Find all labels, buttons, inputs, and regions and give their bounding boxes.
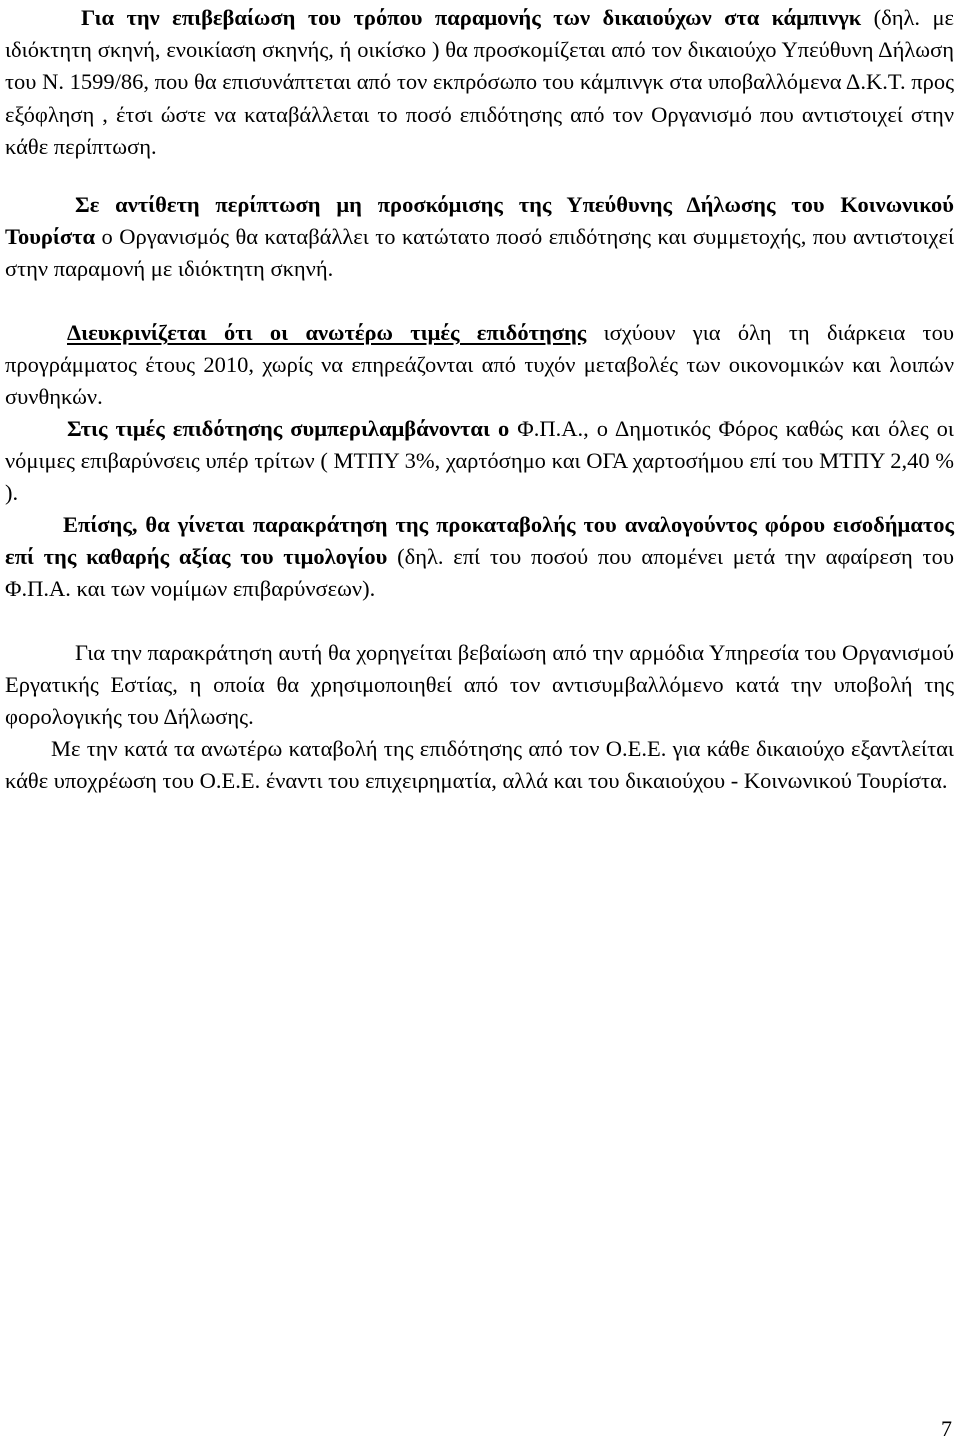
clarification-heading: Διευκρινίζεται ότι οι ανωτέρω τιμές επιδότησης <box>67 320 587 345</box>
included-taxes-text: Φ.Π.Α., ο Δημοτικός Φόρος καθώς και όλες οι νόμιμες επιβαρύνσεις υπέρ τρίτων ( ΜΤΠΥ 3%, χαρτόσημο και ΟΓΑ χαρτοσήμου επί του ΜΤΠΥ 2,40 % ). <box>5 416 954 506</box>
paragraph-camping-verification <box>5 2 954 163</box>
obligation-text: Με την κατά τα ανωτέρω καταβολή της επιδότησης από τον Ο.Ε.Ε. για κάθε δικαιούχο εξαντλείται κάθε υποχρέωση του Ο.Ε.Ε. έναντι του επιχειρηματία, αλλά και του δικαιούχου - Κοινωνικού Τουρίστα. <box>5 736 954 794</box>
declaration-title: Υπεύθυνης Δήλωσης του Κοινωνικού Τουρίστα <box>5 192 954 250</box>
withholding-text: (δηλ. επί του ποσού που απομένει μετά την αφαίρεση του Φ.Π.Α. και των νομίμων επιβαρύνσεων). <box>5 544 954 602</box>
page-number: 7 <box>941 1416 952 1441</box>
no-declaration-lead: Σε αντίθετη περίπτωση μη προσκόμισης της <box>75 192 567 217</box>
no-declaration-text: ο Οργανισμός θα καταβάλλει το κατώτατο ποσό επιδότησης και συμμετοχής, που αντιστοιχεί στην παραμονή με ιδιόκτητη σκηνή. <box>5 224 954 282</box>
paragraph-included-taxes <box>5 413 954 510</box>
paragraph-obligation <box>5 733 954 797</box>
camping-verification-heading: Για την επιβεβαίωση του τρόπου παραμονής των δικαιούχων στα κάμπινγκ <box>81 5 862 30</box>
camping-verification-text: (δηλ. με ιδιόκτητη σκηνή, ενοικίαση σκηνής, ή οικίσκο ) θα προσκομίζεται από τον δικαιούχο Υπεύθυνη Δήλωση του Ν. 1599/86, που θα επισυνάπτεται από τον εκπρόσωπο του κάμπινγκ στα υποβαλλόμενα Δ.Κ.Τ. προς εξόφληση , έτσι ώστε να καταβάλλεται το ποσό επιδότησης από τον Οργανισμό που αντιστοιχεί στην κάθε περίπτωση. <box>5 5 954 159</box>
included-taxes-heading: Στις τιμές επιδότησης συμπεριλαμβάνονται ο <box>67 416 510 441</box>
paragraph-no-declaration <box>5 189 954 286</box>
paragraph-withholding <box>5 509 954 606</box>
paragraph-clarification <box>5 317 954 414</box>
clarification-text: ισχύουν για όλη τη διάρκεια του προγράμματος έτους 2010, χωρίς να επηρεάζονται από τυχόν μεταβολές των οικονομικών και λοιπών συνθηκών. <box>5 320 954 410</box>
withholding-heading: Επίσης, θα γίνεται παρακράτηση της προκαταβολής του αναλογούντος φόρου εισοδήματος επί της καθαρής αξίας του τιμολογίου <box>5 512 954 570</box>
paragraph-certificate <box>5 637 954 734</box>
certificate-text: Για την παρακράτηση αυτή θα χορηγείται βεβαίωση από την αρμόδια Υπηρεσία του Οργανισμού Εργατικής Εστίας, η οποία θα χρησιμοποιηθεί από τον αντισυμβαλλόμενο κατά την υποβολή της φορολογικής του Δήλωσης. <box>5 640 954 730</box>
